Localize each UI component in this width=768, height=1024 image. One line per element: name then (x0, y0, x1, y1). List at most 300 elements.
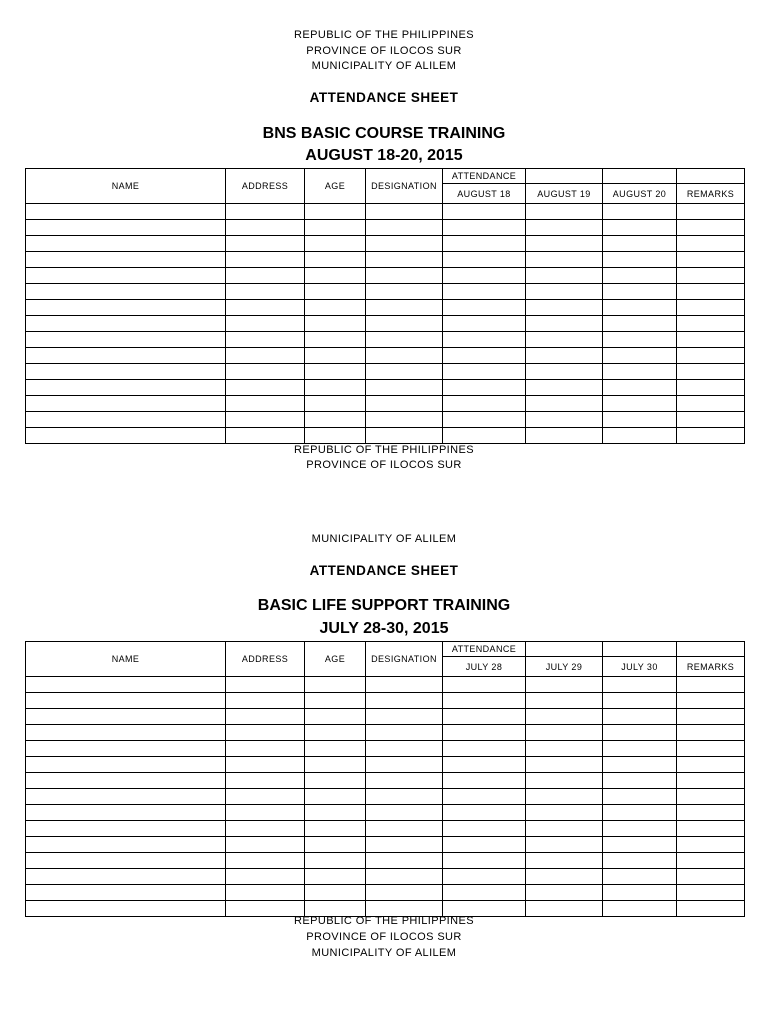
column-header-attendance: ATTENDANCE (443, 642, 526, 657)
table-cell (603, 805, 677, 821)
table-cell (603, 693, 677, 709)
table-cell (26, 220, 226, 236)
table-cell (526, 677, 603, 693)
table-row (26, 204, 745, 220)
table-cell (603, 885, 677, 901)
table-cell (366, 709, 443, 725)
table-cell (443, 789, 526, 805)
table-cell (443, 236, 526, 252)
column-header-address: ADDRESS (226, 642, 305, 677)
course-dates: AUGUST 18-20, 2015 (305, 147, 463, 164)
table-cell (526, 773, 603, 789)
table-cell (226, 741, 305, 757)
table-cell (305, 220, 366, 236)
table-cell (603, 220, 677, 236)
table-cell (443, 412, 526, 428)
table-cell (603, 316, 677, 332)
table-row (26, 853, 745, 869)
table-row (26, 805, 745, 821)
column-header-name: NAME (26, 169, 226, 204)
table-cell (603, 380, 677, 396)
table-cell (226, 757, 305, 773)
table-cell (443, 300, 526, 316)
table-cell (677, 869, 745, 885)
republic-header: REPUBLIC OF THE PHILIPPINES (294, 29, 474, 41)
table-cell (526, 364, 603, 380)
table-cell (526, 268, 603, 284)
table-cell (305, 725, 366, 741)
table-cell (366, 252, 443, 268)
table-cell (526, 757, 603, 773)
table-cell (526, 805, 603, 821)
table-cell (443, 885, 526, 901)
table-cell (526, 204, 603, 220)
table-cell (226, 380, 305, 396)
table-cell (26, 428, 226, 444)
table-cell (26, 773, 226, 789)
table-cell (305, 757, 366, 773)
table-row (26, 693, 745, 709)
table-cell (677, 316, 745, 332)
table-cell (26, 677, 226, 693)
table-cell (26, 348, 226, 364)
table-cell (226, 412, 305, 428)
table-cell (26, 396, 226, 412)
table-cell (677, 677, 745, 693)
table-cell (366, 380, 443, 396)
table-cell (226, 677, 305, 693)
column-header-designation: DESIGNATION (366, 642, 443, 677)
course-title: BASIC LIFE SUPPORT TRAINING (257, 597, 511, 614)
table-cell (366, 412, 443, 428)
table-cell (443, 853, 526, 869)
table-cell (443, 252, 526, 268)
table-cell (226, 837, 305, 853)
table-cell (305, 885, 366, 901)
table-cell (677, 757, 745, 773)
table-cell (443, 741, 526, 757)
table-cell (226, 348, 305, 364)
table-cell (443, 396, 526, 412)
table-cell (603, 236, 677, 252)
header-blank-cell (603, 642, 677, 657)
table-cell (226, 725, 305, 741)
table-row (26, 348, 745, 364)
table-cell (526, 885, 603, 901)
table-cell (366, 805, 443, 821)
table-cell (305, 348, 366, 364)
table-cell (305, 853, 366, 869)
table-cell (366, 693, 443, 709)
table-cell (26, 412, 226, 428)
table-cell (226, 284, 305, 300)
table-cell (26, 204, 226, 220)
table-cell (443, 428, 526, 444)
table-row (26, 837, 745, 853)
table-cell (443, 220, 526, 236)
table-cell (443, 869, 526, 885)
column-header-day-2: JULY 29 (526, 657, 603, 677)
table-cell (226, 869, 305, 885)
table-cell (366, 316, 443, 332)
table-cell (366, 725, 443, 741)
table-cell (603, 725, 677, 741)
column-header-day-3: JULY 30 (603, 657, 677, 677)
table-cell (26, 252, 226, 268)
table-cell (305, 837, 366, 853)
table-cell (26, 853, 226, 869)
table-cell (366, 869, 443, 885)
course-dates: JULY 28-30, 2015 (319, 620, 449, 637)
table-cell (366, 284, 443, 300)
table-cell (603, 428, 677, 444)
table-cell (305, 693, 366, 709)
table-cell (305, 316, 366, 332)
table-cell (526, 236, 603, 252)
header-blank-cell (603, 169, 677, 184)
table-cell (26, 332, 226, 348)
table-cell (226, 693, 305, 709)
table-cell (366, 364, 443, 380)
table-cell (305, 805, 366, 821)
table-cell (603, 837, 677, 853)
table-cell (603, 709, 677, 725)
table-cell (226, 789, 305, 805)
table-row (26, 284, 745, 300)
table-row (26, 741, 745, 757)
table-row (26, 412, 745, 428)
table-row (26, 364, 745, 380)
table-cell (526, 412, 603, 428)
table-cell (677, 821, 745, 837)
column-header-designation: DESIGNATION (366, 169, 443, 204)
table-cell (677, 885, 745, 901)
column-header-remarks: REMARKS (677, 657, 745, 677)
table-cell (526, 725, 603, 741)
column-header-day-3: AUGUST 20 (603, 184, 677, 204)
table-cell (226, 428, 305, 444)
table-cell (443, 380, 526, 396)
table-cell (305, 412, 366, 428)
table-cell (603, 821, 677, 837)
table-cell (226, 204, 305, 220)
column-header-name: NAME (26, 642, 226, 677)
table-cell (677, 693, 745, 709)
table-cell (443, 805, 526, 821)
table-cell (443, 693, 526, 709)
table-cell (26, 380, 226, 396)
table-cell (677, 741, 745, 757)
table-cell (443, 773, 526, 789)
table-cell (226, 396, 305, 412)
table-cell (526, 853, 603, 869)
table-cell (677, 380, 745, 396)
table-cell (26, 821, 226, 837)
table-cell (26, 837, 226, 853)
table-cell (366, 885, 443, 901)
table-cell (305, 204, 366, 220)
header-blank-cell (677, 642, 745, 657)
course-title: BNS BASIC COURSE TRAINING (262, 125, 506, 142)
table-cell (603, 364, 677, 380)
municipality-header: MUNICIPALITY OF ALILEM (311, 533, 457, 545)
table-cell (526, 837, 603, 853)
table-cell (526, 709, 603, 725)
table-cell (677, 396, 745, 412)
table-cell (26, 885, 226, 901)
header-blank-cell (526, 642, 603, 657)
table-cell (526, 348, 603, 364)
table-cell (26, 300, 226, 316)
table-cell (305, 821, 366, 837)
table-cell (305, 869, 366, 885)
table-cell (226, 316, 305, 332)
table-cell (305, 236, 366, 252)
table-cell (305, 709, 366, 725)
table-row (26, 725, 745, 741)
table-cell (677, 220, 745, 236)
attendance-table (25, 168, 745, 444)
table-cell (226, 220, 305, 236)
sheet-title: ATTENDANCE SHEET (309, 90, 459, 105)
table-cell (305, 789, 366, 805)
table-cell (603, 677, 677, 693)
table-cell (26, 789, 226, 805)
footer-municipality: MUNICIPALITY OF ALILEM (311, 947, 457, 959)
table-cell (677, 773, 745, 789)
table-row (26, 268, 745, 284)
table-row (26, 757, 745, 773)
sheet-title: ATTENDANCE SHEET (309, 563, 459, 578)
table-cell (305, 252, 366, 268)
table-cell (603, 268, 677, 284)
table-cell (26, 757, 226, 773)
table-cell (366, 773, 443, 789)
table-cell (443, 837, 526, 853)
table-cell (443, 757, 526, 773)
table-cell (603, 300, 677, 316)
table-cell (226, 885, 305, 901)
table-cell (366, 236, 443, 252)
table-cell (603, 284, 677, 300)
table-cell (603, 412, 677, 428)
table-cell (226, 236, 305, 252)
footer-republic: REPUBLIC OF THE PHILIPPINES (294, 915, 474, 927)
table-row (26, 316, 745, 332)
table-cell (305, 380, 366, 396)
table-cell (305, 364, 366, 380)
table-cell (26, 805, 226, 821)
table-cell (677, 204, 745, 220)
table-cell (526, 396, 603, 412)
table-cell (226, 300, 305, 316)
table-cell (443, 677, 526, 693)
table-cell (226, 332, 305, 348)
table-cell (677, 252, 745, 268)
table-cell (366, 332, 443, 348)
table-cell (526, 284, 603, 300)
table-cell (26, 268, 226, 284)
table-cell (443, 821, 526, 837)
table-cell (526, 821, 603, 837)
header-blank-cell (526, 169, 603, 184)
table-cell (677, 725, 745, 741)
table-cell (443, 348, 526, 364)
table-cell (305, 284, 366, 300)
table-cell (305, 268, 366, 284)
table-row (26, 236, 745, 252)
table-cell (366, 268, 443, 284)
table-cell (677, 837, 745, 853)
table-cell (305, 741, 366, 757)
table-cell (305, 396, 366, 412)
table-cell (677, 412, 745, 428)
table-cell (603, 204, 677, 220)
table-cell (677, 709, 745, 725)
table-cell (603, 741, 677, 757)
table-cell (305, 332, 366, 348)
table-cell (443, 316, 526, 332)
table-cell (526, 332, 603, 348)
table-cell (526, 380, 603, 396)
table-cell (366, 428, 443, 444)
table-cell (26, 709, 226, 725)
table-row (26, 821, 745, 837)
table-cell (443, 725, 526, 741)
table-cell (677, 284, 745, 300)
table-row (26, 677, 745, 693)
table-cell (366, 757, 443, 773)
table-cell (526, 300, 603, 316)
table-cell (677, 268, 745, 284)
footer-republic: REPUBLIC OF THE PHILIPPINES (294, 444, 474, 456)
table-cell (526, 428, 603, 444)
table-cell (366, 348, 443, 364)
table-cell (603, 869, 677, 885)
column-header-address: ADDRESS (226, 169, 305, 204)
table-cell (677, 364, 745, 380)
table-cell (226, 364, 305, 380)
municipality-header: MUNICIPALITY OF ALILEM (311, 60, 457, 72)
table-cell (366, 837, 443, 853)
table-cell (366, 853, 443, 869)
column-header-remarks: REMARKS (677, 184, 745, 204)
table-cell (677, 332, 745, 348)
table-cell (226, 773, 305, 789)
table-cell (526, 869, 603, 885)
table-cell (366, 677, 443, 693)
table-cell (603, 773, 677, 789)
table-cell (26, 364, 226, 380)
table-cell (305, 300, 366, 316)
table-row (26, 396, 745, 412)
table-cell (366, 821, 443, 837)
table-cell (26, 693, 226, 709)
footer-province: PROVINCE OF ILOCOS SUR (306, 931, 462, 943)
column-header-attendance: ATTENDANCE (443, 169, 526, 184)
table-row (26, 428, 745, 444)
table-cell (26, 741, 226, 757)
table-row (26, 332, 745, 348)
table-cell (526, 693, 603, 709)
table-cell (26, 284, 226, 300)
table-cell (366, 396, 443, 412)
table-cell (677, 805, 745, 821)
table-cell (526, 220, 603, 236)
table-cell (366, 220, 443, 236)
table-cell (603, 853, 677, 869)
table-cell (226, 268, 305, 284)
column-header-day-2: AUGUST 19 (526, 184, 603, 204)
column-header-age: AGE (305, 169, 366, 204)
table-cell (443, 284, 526, 300)
table-cell (366, 204, 443, 220)
table-cell (677, 348, 745, 364)
table-cell (305, 677, 366, 693)
table-cell (526, 741, 603, 757)
table-cell (226, 821, 305, 837)
table-cell (443, 709, 526, 725)
column-header-day-1: JULY 28 (443, 657, 526, 677)
table-row (26, 869, 745, 885)
table-cell (677, 853, 745, 869)
table-cell (26, 316, 226, 332)
table-cell (366, 741, 443, 757)
table-cell (26, 236, 226, 252)
table-cell (443, 268, 526, 284)
table-row (26, 709, 745, 725)
table-cell (603, 396, 677, 412)
footer-province: PROVINCE OF ILOCOS SUR (306, 459, 462, 471)
table-row (26, 380, 745, 396)
table-cell (366, 300, 443, 316)
table-cell (226, 853, 305, 869)
table-cell (603, 789, 677, 805)
province-header: PROVINCE OF ILOCOS SUR (306, 45, 462, 57)
table-cell (603, 348, 677, 364)
table-row (26, 885, 745, 901)
table-cell (526, 316, 603, 332)
table-cell (226, 709, 305, 725)
table-cell (603, 332, 677, 348)
table-cell (26, 869, 226, 885)
table-cell (677, 789, 745, 805)
table-cell (443, 332, 526, 348)
table-row (26, 789, 745, 805)
column-header-age: AGE (305, 642, 366, 677)
table-cell (677, 236, 745, 252)
table-cell (305, 428, 366, 444)
attendance-table (25, 641, 745, 917)
table-cell (526, 789, 603, 805)
table-cell (305, 773, 366, 789)
table-cell (603, 252, 677, 268)
table-cell (603, 757, 677, 773)
table-cell (443, 204, 526, 220)
table-cell (26, 725, 226, 741)
column-header-day-1: AUGUST 18 (443, 184, 526, 204)
header-blank-cell (677, 169, 745, 184)
table-cell (366, 789, 443, 805)
table-cell (677, 300, 745, 316)
table-cell (526, 252, 603, 268)
table-row (26, 773, 745, 789)
table-row (26, 252, 745, 268)
table-cell (226, 252, 305, 268)
table-cell (443, 364, 526, 380)
table-row (26, 220, 745, 236)
table-cell (677, 428, 745, 444)
